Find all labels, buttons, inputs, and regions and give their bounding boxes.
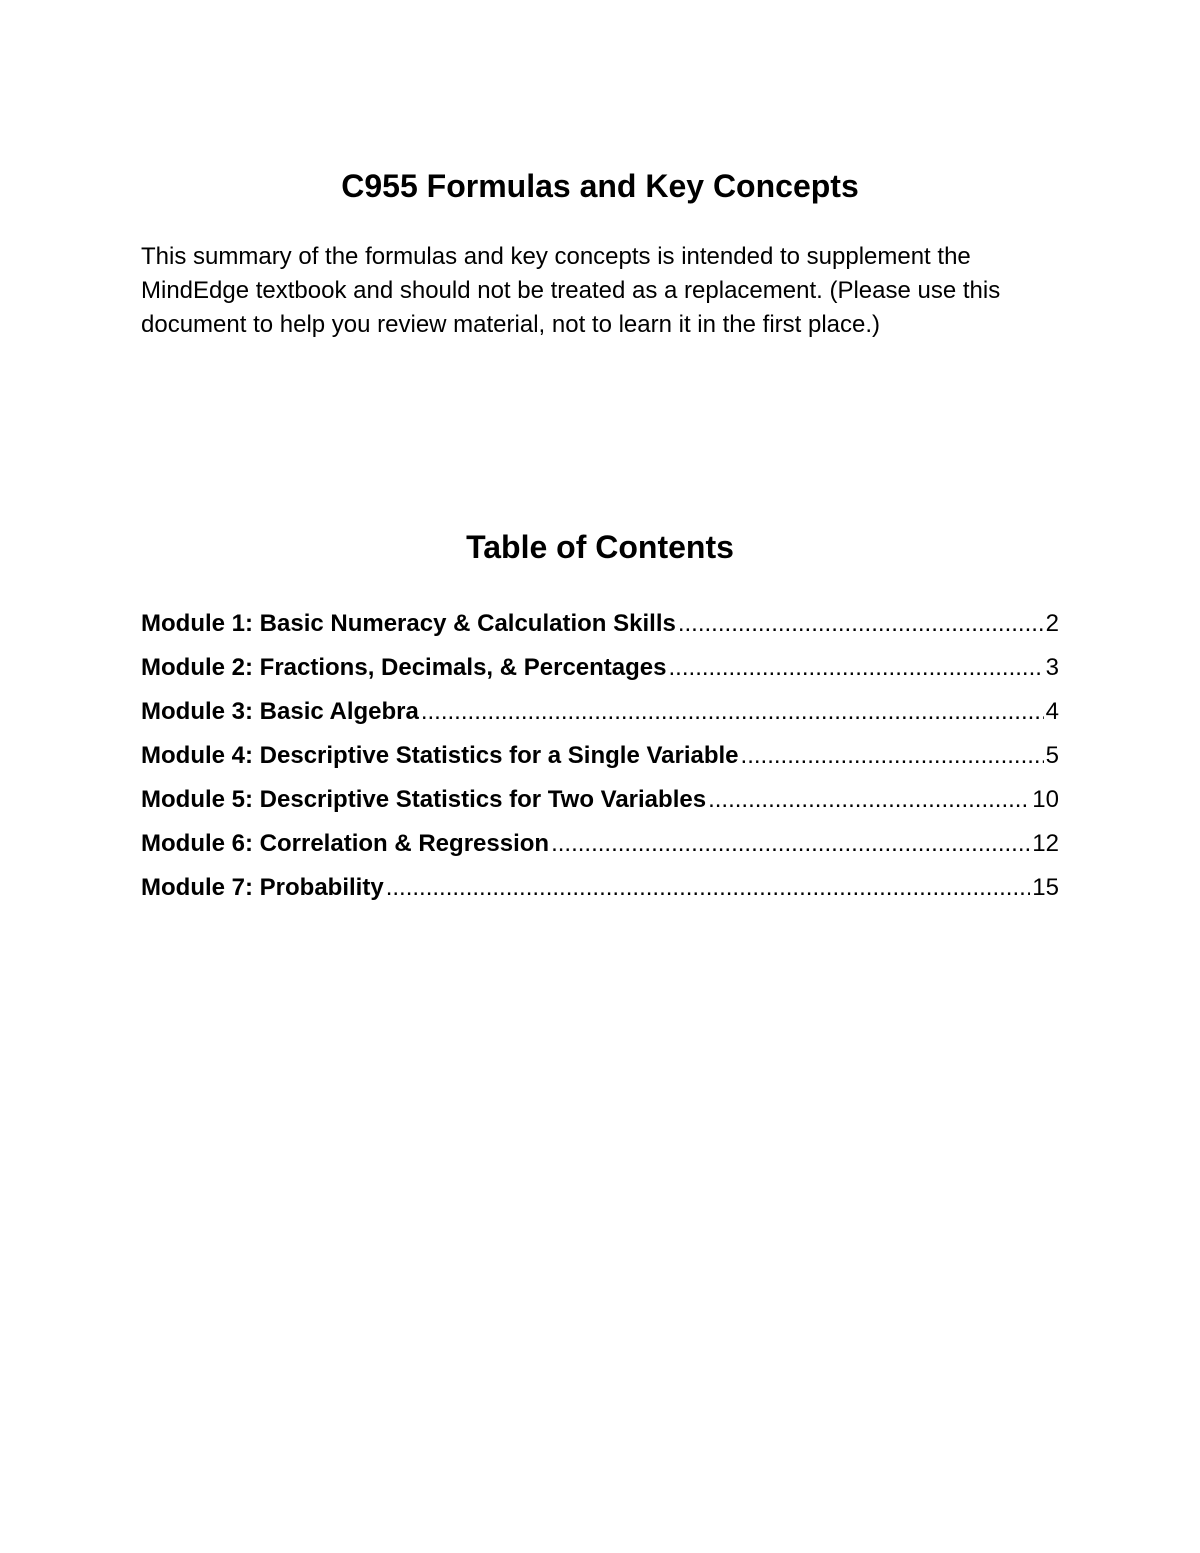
toc-title: Table of Contents [466,529,734,565]
toc-entry-label: Module 2: Fractions, Decimals, & Percentages [141,654,667,681]
toc-entry-page: 2 [1045,610,1059,637]
toc-dot-leader [421,694,1044,730]
toc-entry-module-2[interactable] [141,650,1059,694]
toc-entry-module-5[interactable] [141,782,1059,826]
toc-dot-leader [669,650,1044,686]
toc-entry-module-4[interactable] [141,738,1059,782]
toc-entry-label: Module 5: Descriptive Statistics for Two Variables [141,786,707,813]
toc-entry-label: Module 7: Probability [141,874,384,901]
toc-entry-label: Module 1: Basic Numeracy & Calculation Skills [141,610,676,637]
toc-dot-leader [678,606,1044,642]
toc-entry-page: 15 [1032,874,1059,901]
intro-paragraph: This summary of the formulas and key concepts is intended to supplement the MindEdge textbook and should not be treated as a replacement. (Please use this document to help you review material, not to learn it in the first place.) [141,243,1001,338]
document-title: C955 Formulas and Key Concepts [341,168,859,204]
toc-dot-leader [386,870,1031,906]
toc-entry-page: 5 [1045,742,1059,769]
toc-entry-module-7[interactable] [141,870,1059,914]
toc-entry-label: Module 4: Descriptive Statistics for a Single Variable [141,742,739,769]
toc-entry-module-1[interactable] [141,606,1059,650]
toc-entry-page: 10 [1032,786,1059,813]
toc-entry-label: Module 3: Basic Algebra [141,698,419,725]
toc-entry-page: 3 [1045,654,1059,681]
toc-dot-leader [708,782,1030,818]
toc-entry-module-6[interactable] [141,826,1059,870]
toc-entry-label: Module 6: Correlation & Regression [141,830,550,857]
toc-entry-page: 12 [1032,830,1059,857]
toc-dot-leader [741,738,1044,774]
table-of-contents [141,606,1059,914]
toc-dot-leader [551,826,1030,862]
toc-entry-page: 4 [1045,698,1059,725]
toc-entry-module-3[interactable] [141,694,1059,738]
